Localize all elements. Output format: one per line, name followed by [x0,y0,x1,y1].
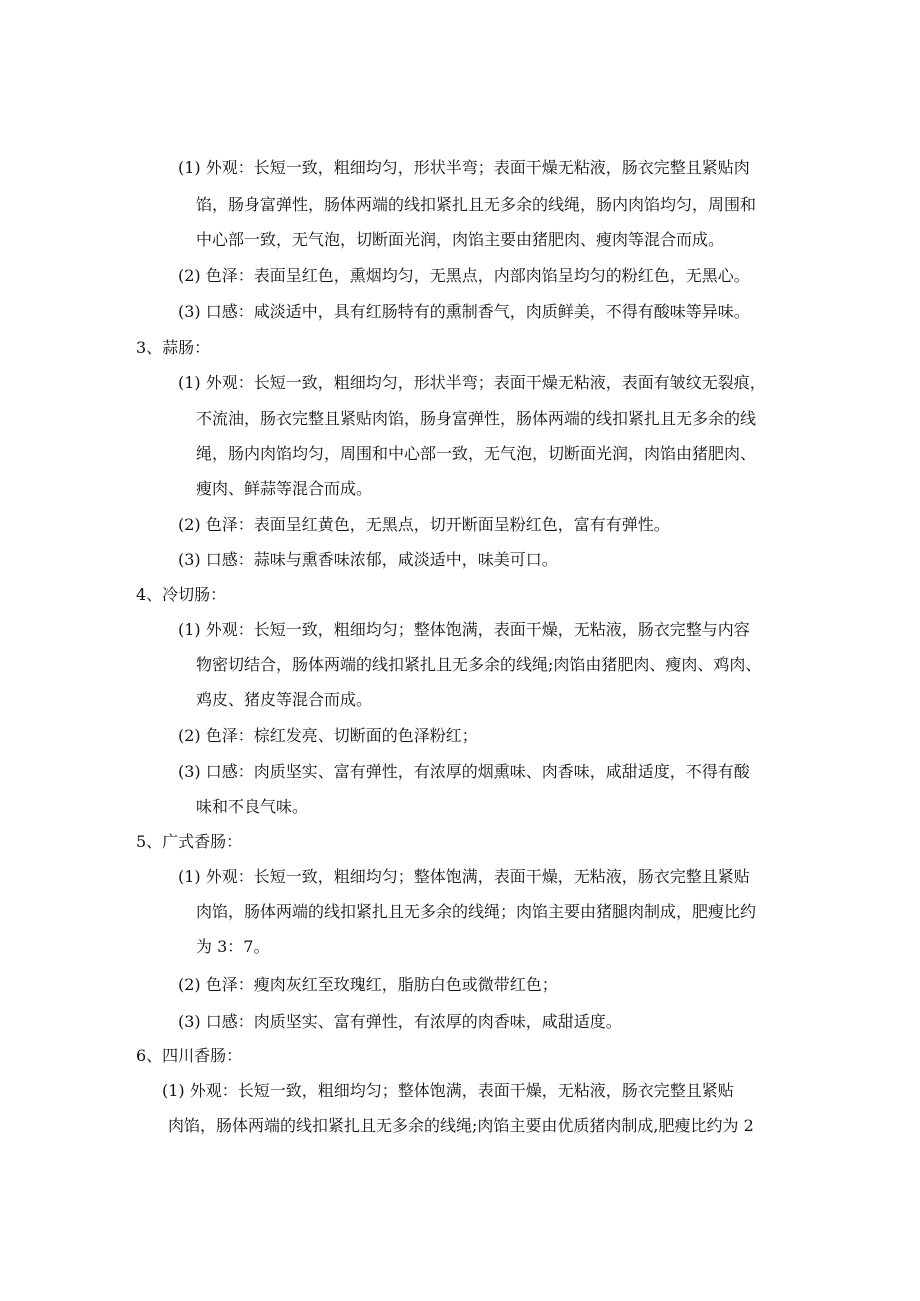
s6-appearance-line-1: (1) 外观：长短一致，粗细均匀；整体饱满，表面干燥，无粘液，肠衣完整且紧贴 [162,1081,734,1100]
s4-taste-line-1: (3) 口感：肉质坚实、富有弹性，有浓厚的烟熏味、肉香味，咸甜适度，不得有酸 [178,762,750,781]
s4-appearance-line-1: (1) 外观：长短一致，粗细均匀；整体饱满，表面干燥，无粘液，肠衣完整与内容 [178,620,750,639]
s2-appearance-line-3: 中心部一致，无气泡，切断面光润，肉馅主要由猪肥肉、瘦肉等混合而成。 [196,230,725,249]
s5-taste-line-1: (3) 口感：肉质坚实、富有弹性，有浓厚的肉香味，咸甜适度。 [178,1012,622,1031]
s3-appearance-line-1: (1) 外观：长短一致，粗细均匀，形状半弯；表面干燥无粘液，表面有皱纹无裂痕， [178,373,766,392]
s4-appearance-line-2: 物密切结合，肠体两端的线扣紧扎且无多余的线绳;肉馅由猪肥肉、瘦肉、鸡肉、 [196,655,762,674]
s3-taste-line-1: (3) 口感：蒜味与熏香味浓郁，咸淡适中，味美可口。 [178,550,558,569]
s3-heading: 3、蒜肠： [136,338,211,357]
s5-color-line-1: (2) 色泽：瘦肉灰红至玫瑰红，脂肪白色或微带红色； [178,975,558,994]
s2-appearance-line-1: (1) 外观：长短一致，粗细均匀，形状半弯；表面干燥无粘液，肠衣完整且紧贴肉 [178,158,750,177]
s4-heading: 4、冷切肠： [136,585,227,604]
s5-appearance-line-3: 为 3：7。 [196,937,270,956]
s5-appearance-line-2: 肉馅，肠体两端的线扣紧扎且无多余的线绳；肉馅主要由猪腿肉制成，肥瘦比约 [196,902,757,921]
s3-appearance-line-4: 瘦肉、鲜蒜等混合而成。 [196,479,373,498]
s3-appearance-line-3: 绳，肠内肉馅均匀，周围和中心部一致，无气泡，切断面光润，肉馅由猪肥肉、 [196,444,757,463]
s2-appearance-line-2: 馅，肠身富弹性，肠体两端的线扣紧扎且无多余的线绳，肠内肉馅均匀，周围和 [196,195,757,214]
s5-heading: 5、广式香肠： [136,832,243,851]
s2-taste-line-1: (3) 口感：咸淡适中，具有红肠特有的熏制香气，肉质鲜美，不得有酸味等异味。 [178,302,750,321]
s4-color-line-1: (2) 色泽：棕红发亮、切断面的色泽粉红； [178,726,478,745]
s6-appearance-line-2: 肉馅，肠体两端的线扣紧扎且无多余的线绳;肉馅主要由优质猪肉制成,肥瘦比约为 2 [168,1116,754,1135]
s3-color-line-1: (2) 色泽：表面呈红黄色，无黑点，切开断面呈粉红色，富有有弹性。 [178,515,670,534]
s5-appearance-line-1: (1) 外观：长短一致，粗细均匀；整体饱满，表面干燥，无粘液，肠衣完整且紧贴 [178,867,750,886]
s4-appearance-line-3: 鸡皮、猪皮等混合而成。 [196,690,373,709]
s6-heading: 6、四川香肠： [136,1046,243,1065]
s2-color-line-1: (2) 色泽：表面呈红色，熏烟均匀，无黑点，内部肉馅呈均匀的粉红色，无黑心。 [178,266,750,285]
s3-appearance-line-2: 不流油，肠衣完整且紧贴肉馅，肠身富弹性，肠体两端的线扣紧扎且无多余的线 [196,409,757,428]
s4-taste-line-2: 味和不良气味。 [196,797,309,816]
